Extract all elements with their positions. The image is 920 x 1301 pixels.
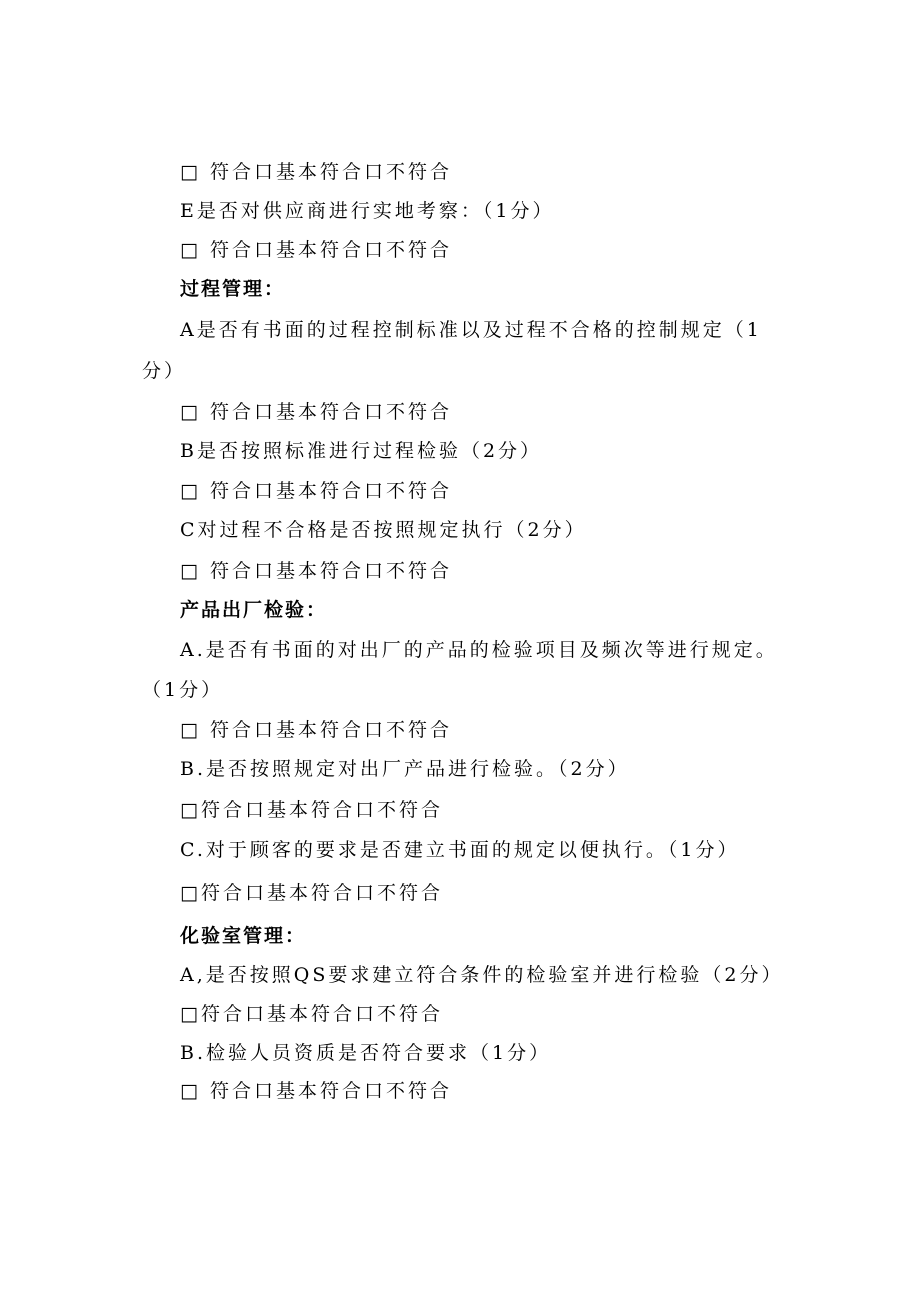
- question-a-process-control: A是否有书面的过程控制标准以及过程不合格的控制规定（1: [180, 319, 762, 341]
- question-c-customer-requirements: C.对于顾客的要求是否建立书面的规定以便执行。（1分）: [180, 839, 740, 861]
- checkbox-option-line: □符合口基本符合口不符合: [180, 882, 443, 904]
- checkbox-option-line: □符合口基本符合口不符合: [180, 1003, 443, 1025]
- question-c-nonconformity: C对过程不合格是否按照规定执行（2分）: [180, 519, 587, 541]
- question-b-process-inspection: B是否按照标准进行过程检验（2分）: [180, 440, 543, 462]
- section-heading-factory-inspection: 产品出厂检验：: [180, 599, 328, 621]
- question-a-lab-setup: A,是否按照QS要求建立符合条件的检验室并进行检验（2分）: [180, 964, 784, 986]
- checkbox-option-line: □ 符合口基本符合口不符合: [180, 480, 452, 502]
- checkbox-option-line: □ 符合口基本符合口不符合: [180, 239, 452, 261]
- question-a-inspection-items: A.是否有书面的对出厂的产品的检验项目及频次等进行规定。: [180, 639, 778, 661]
- checkbox-option-line: □ 符合口基本符合口不符合: [180, 1080, 452, 1102]
- section-heading-process-management: 过程管理：: [180, 278, 286, 300]
- checkbox-option-line: □ 符合口基本符合口不符合: [180, 161, 452, 183]
- checkbox-option-line: □ 符合口基本符合口不符合: [180, 401, 452, 423]
- checkbox-option-line: □ 符合口基本符合口不符合: [180, 560, 452, 582]
- question-b-factory-inspection: B.是否按照规定对出厂产品进行检验。（2分）: [180, 758, 630, 780]
- checkbox-option-line: □ 符合口基本符合口不符合: [180, 719, 452, 741]
- question-a-continuation: （1分）: [142, 679, 224, 701]
- question-b-staff-qualification: B.检验人员资质是否符合要求（1分）: [180, 1042, 552, 1064]
- question-e-supplier-inspection: E是否对供应商进行实地考察：（1分）: [180, 200, 555, 222]
- question-a-continuation: 分）: [142, 360, 187, 382]
- section-heading-lab-management: 化验室管理：: [180, 925, 307, 947]
- checkbox-option-line: □符合口基本符合口不符合: [180, 799, 443, 821]
